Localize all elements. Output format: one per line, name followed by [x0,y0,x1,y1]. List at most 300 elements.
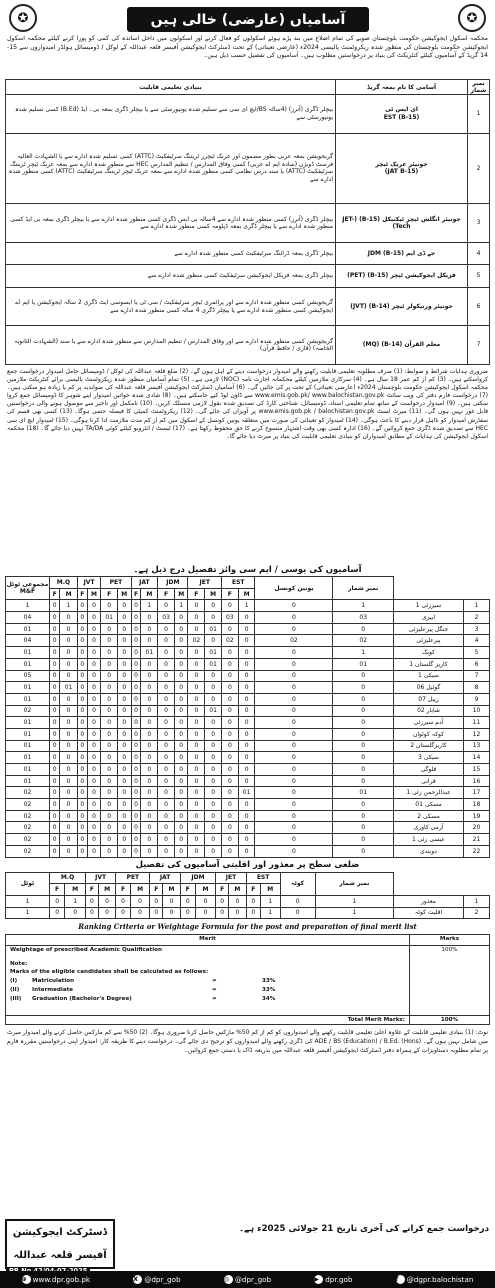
grid-header-f: F [50,588,60,600]
social-text: @dgpr.balochistan [406,1275,474,1284]
grid-cell: 0 [141,799,158,811]
grid-cell: 0 [141,658,158,670]
grid-header-group: M.Q [50,872,86,884]
grid-cell: 0 [205,764,222,776]
grid-cell: 0 [141,635,158,647]
post-qualification: گریجویشن بمعہ عربی بطور مضمون اور عربک ٹیچرز ٹریننگ سرٹیفکیٹ (ATTC) کسی تسلیم شدہ ادارے سے یا الشہادت العالیہ فرسٹ ڈویژن (سادہ ایم اے عربی) کسی وفاق المدارس / تنظیم المدارس HEC سے منظور شدہ ادارے سے بمعہ عربک ٹیچر ٹریننگ سرٹیفکیٹ (ATTC) یا سند درس نظامی کسی منظور شدہ ادارے سے بمعہ عربک ٹیچر ٹریننگ سرٹیفکیٹ (ATTC) کسی منظور شدہ ادارے سے [6,133,336,204]
grid-cell: 0 [101,635,118,647]
post-qualification: بیچلر ڈگری (آنرز) (4سالہ BS/ایچ ای سی سے تسلیم شدہ یونیورسٹی سے یا بیچلر ڈگری بمعہ بی۔ ایڈ (B.Ed) کسی تسلیم شدہ یونیورسٹی سے [6,95,336,134]
ranking-total-value: 100% [410,1016,490,1025]
grid-cell: 0 [333,693,394,705]
grid-cell: 0 [238,728,255,740]
grid-cell: 0 [87,693,101,705]
grid-cell: 0 [131,693,141,705]
social-bar [0,1271,495,1288]
grid-cell: 0 [50,658,60,670]
posts-header-name: آسامی کا نام بمعہ گریڈ [336,80,468,95]
grid-cell: 0 [77,752,87,764]
grid-cell: 0 [98,895,116,907]
grid-name-cell: عیسی زئی 1 [394,834,464,846]
posts-header-no: نمبر شمار [468,80,490,95]
grid-cell: 0 [238,705,255,717]
grid-header-m: M [130,884,150,896]
grid-cell: 0 [130,907,150,919]
grid-cell: 0 [118,799,132,811]
grid-cell: 0 [60,612,78,624]
posts-row [6,287,490,326]
grid-cell: 0 [50,740,60,752]
emblem-icon: ✪ [9,4,37,32]
post-number: 1 [468,95,490,134]
grid-cell: 0 [101,670,118,682]
grid-cell: 0 [221,810,238,822]
grid-cell: 0 [131,705,141,717]
grid-cell: 0 [205,775,222,787]
grid-cell: 0 [87,822,101,834]
grid-cell: 0 [180,907,195,919]
grid-cell: 0 [60,845,78,857]
ranking-item-no: (II) [10,987,20,994]
grid-cell: 0 [205,717,222,729]
grid-sn-cell: 11 [464,717,490,729]
grid-sn-cell: 20 [464,822,490,834]
ranking-title: Ranking Criteria or Weightage Formula for the post and preparation of final merit list [78,922,417,932]
grid-row [6,705,490,717]
grid-header-f: F [86,884,99,896]
grid-total-cell: 01 [6,658,50,670]
grid-cell: 0 [101,752,118,764]
grid-cell: 0 [118,717,132,729]
grid-cell: 0 [87,845,101,857]
grid-cell: 0 [158,787,175,799]
grid-cell: 0 [101,810,118,822]
grid-cell: 0 [50,623,60,635]
grid-cell: 0 [246,895,260,907]
grid-cell: 0 [188,717,205,729]
grid-cell: 0 [255,752,333,764]
grid-cell: 1 [315,895,393,907]
grid-total-cell: 01 [6,717,50,729]
grid-cell: 0 [60,623,78,635]
grid-cell: 1 [260,907,280,919]
grid-cell: 0 [174,705,188,717]
posts-row [6,242,490,264]
grid-cell: 0 [238,647,255,659]
grid-cell: 0 [158,705,175,717]
grid-total-cell: 01 [6,728,50,740]
grid-header-f: F [221,588,238,600]
grid-cell: 0 [131,845,141,857]
social-link[interactable] [224,1275,271,1284]
grid-cell: 0 [118,752,132,764]
grid-cell: 0 [158,658,175,670]
grid-cell: 0 [116,907,130,919]
grid-cell: 0 [87,658,101,670]
grid-cell: 0 [50,764,60,776]
grid-cell: 0 [101,845,118,857]
grid-cell: 0 [238,670,255,682]
grid-total-cell: 1 [6,895,50,907]
grid-cell: 0 [188,775,205,787]
grid-cell: 0 [87,810,101,822]
grid-cell: 0 [205,635,222,647]
grid-cell: 0 [158,775,175,787]
grid-cell: 0 [188,799,205,811]
grid-cell: 0 [158,728,175,740]
uc-vacancy-table [5,576,490,858]
grid-cell: 0 [77,670,87,682]
grid-cell: 0 [101,764,118,776]
grid-sn-cell: 12 [464,728,490,740]
grid-cell: 01 [205,658,222,670]
grid-name-cell: اقلیت کوٹہ [394,907,464,919]
posts-table [5,79,490,365]
grid-cell: 0 [188,728,205,740]
grid-cell: 0 [205,787,222,799]
grid-cell: 01 [333,787,394,799]
grid-cell: 0 [101,600,118,612]
social-link[interactable] [314,1275,352,1284]
ranking-table [5,934,490,1025]
grid-cell: 0 [221,693,238,705]
grid-cell: 0 [50,670,60,682]
grid-header-f: F [180,884,195,896]
grid-cell: 03 [158,612,175,624]
grid-cell: 0 [333,799,394,811]
grid-sn-cell: 8 [464,682,490,694]
grid-name-cell: آدم سیرزئی [394,717,464,729]
grid-cell: 0 [255,693,333,705]
grid-cell: 0 [60,658,78,670]
grid-cell: 0 [255,787,333,799]
post-qualification: بیچلر ڈگری بمعہ فزیکل ایجوکیشن سرٹیفکیٹ کسی منظور شدہ ادارے سے [6,265,336,287]
grid-cell: 0 [101,623,118,635]
grid-cell: 0 [280,895,315,907]
grid-cell: 0 [188,682,205,694]
grid-cell: 0 [65,907,86,919]
grid-cell: 0 [188,764,205,776]
grid-cell: 0 [77,612,87,624]
grid-cell: 01 [60,682,78,694]
grid-total-cell: 01 [6,740,50,752]
grid-cell: 0 [118,740,132,752]
grid-name-cell: جنگل پیرعلیزئی [394,623,464,635]
social-text: @dpr_gob [144,1275,181,1284]
grid-cell: 0 [77,682,87,694]
grid-cell: 0 [60,693,78,705]
grid-cell: 0 [86,895,99,907]
grid-total-cell: 02 [6,834,50,846]
grid-cell: 0 [174,822,188,834]
grid-cell: 0 [60,799,78,811]
grid-cell: 0 [195,907,216,919]
ranking-item [10,987,405,993]
grid-name-cell: مسکی 01 [394,799,464,811]
post-name: جونیئر انگلش ٹیچر ٹیکنیکل (B-15) (JET-Tech) [336,204,468,243]
post-name: فزیکل ایجوکیشن ٹیچر (B-15) (PET) [336,265,468,287]
grid-cell: 0 [101,799,118,811]
grid-cell: 0 [221,623,238,635]
grid-cell: 0 [333,682,394,694]
grid-cell: 0 [205,834,222,846]
grid-sn-cell: 6 [464,658,490,670]
grid-cell: 1 [333,647,394,659]
grid-cell: 0 [150,895,163,907]
grid-cell: 0 [158,845,175,857]
grid-cell: 0 [238,658,255,670]
grid-cell: 0 [255,717,333,729]
grid-cell: 0 [158,717,175,729]
grid-cell: 0 [216,895,229,907]
grid-cell: 0 [188,752,205,764]
grid-row [6,764,490,776]
grid-cell: 0 [101,740,118,752]
ranking-total-label: Total Merit Marks: [6,1016,410,1025]
grid-header-m: M [98,884,116,896]
grid-cell: 0 [158,670,175,682]
grid-cell: 0 [101,682,118,694]
grid-cell: 0 [87,623,101,635]
grid-cell: 0 [174,752,188,764]
grid-sn-cell: 1 [464,600,490,612]
grid-total-cell: 01 [6,682,50,694]
grid-cell: 0 [158,623,175,635]
grid-cell: 0 [158,647,175,659]
grid-cell: 0 [158,834,175,846]
grid-cell: 0 [50,693,60,705]
grid-row [6,728,490,740]
grid-cell: 0 [255,612,333,624]
grid-cell: 0 [131,728,141,740]
grid-cell: 0 [131,740,141,752]
ranking-item-value: 33% [262,987,276,994]
social-text: dpr.gob [325,1275,353,1284]
grid-cell: 0 [238,612,255,624]
grid-cell: 0 [87,764,101,776]
grid-cell: 0 [101,647,118,659]
grid-total-cell: 1 [6,600,50,612]
district-vacancy-table [5,872,490,920]
grid-cell: 0 [118,728,132,740]
grid-cell: 0 [221,728,238,740]
grid-cell: 0 [255,822,333,834]
grid-total-cell: 04 [6,635,50,647]
grid-cell: 0 [174,682,188,694]
grid-cell: 0 [87,682,101,694]
grid-sn-cell: 18 [464,799,490,811]
grid-cell: 0 [188,740,205,752]
grid-cell: 0 [60,764,78,776]
grid-cell: 0 [238,799,255,811]
instagram-icon: ◎ [224,1275,233,1284]
grid-cell: 0 [60,822,78,834]
grid-cell: 0 [50,682,60,694]
grid-cell: 0 [174,787,188,799]
post-qualification: بیچلر ڈگری بمعہ ڈرائنگ سرٹیفکیٹ کسی منظور شدہ ادارے سے [6,242,336,264]
social-link[interactable] [22,1275,91,1284]
grid-cell: 0 [229,907,247,919]
grid-name-cell: عبدالرحمن زئی 1 [394,787,464,799]
grid-header-group: JAT [131,577,158,589]
grid-cell: 01 [205,647,222,659]
grid-name-cell: آرمی کاوری [394,822,464,834]
social-link[interactable] [396,1275,474,1284]
grid-cell: 0 [221,752,238,764]
grid-cell: 0 [131,810,141,822]
grid-cell: 0 [77,717,87,729]
grid-cell: 0 [255,799,333,811]
grid-cell: 0 [205,845,222,857]
grid-cell: 0 [333,845,394,857]
grid-sn-cell: 19 [464,810,490,822]
grid-cell: 0 [50,775,60,787]
grid-name-cell: گوئیل 06 [394,682,464,694]
grid-sn-cell: 3 [464,623,490,635]
grid-cell: 0 [238,775,255,787]
grid-cell: 0 [238,717,255,729]
grid-row [6,658,490,670]
grid-header-group: JDM [180,872,216,884]
grid-cell: 0 [130,895,150,907]
grid-cell: 0 [77,775,87,787]
grid-cell: 0 [221,764,238,776]
grid-cell: 0 [77,845,87,857]
grid-cell: 0 [216,907,229,919]
grid-cell: 0 [238,752,255,764]
grid-sn-cell: 2 [464,612,490,624]
grid-header-group: JET [188,577,222,589]
grid-cell: 0 [174,728,188,740]
grid-cell: 0 [158,764,175,776]
grid-name-cell: پیرعلیزئی [394,635,464,647]
grid-cell: 0 [174,775,188,787]
grid-sn-cell: 9 [464,693,490,705]
grid-cell: 0 [255,682,333,694]
grid-cell: 0 [131,764,141,776]
social-link[interactable] [133,1275,180,1284]
grid-cell: 0 [50,810,60,822]
grid-cell: 0 [333,834,394,846]
grid-cell: 0 [205,682,222,694]
grid-cell: 0 [141,787,158,799]
grid-cell: 0 [158,635,175,647]
grid-cell: 0 [188,693,205,705]
grid-cell: 0 [87,647,101,659]
grid-cell: 0 [131,752,141,764]
post-number: 5 [468,265,490,287]
grid-cell: 01 [141,647,158,659]
grid-cell: 0 [141,682,158,694]
grid-cell: 0 [77,705,87,717]
grid-header-m: M [163,884,181,896]
post-name: جے ڈی ایم (B-15) JDM [336,242,468,264]
grid-cell: 02 [333,635,394,647]
grid-total-cell: 02 [6,799,50,811]
grid-cell: 0 [131,600,141,612]
grid-cell: 0 [188,810,205,822]
grid-header-m: M [65,884,86,896]
social-text: @dpr_gob [234,1275,272,1284]
grid-cell: 0 [118,670,132,682]
grid-sn-cell: 1 [464,895,490,907]
grid-name-cell: کوبک [394,647,464,659]
grid-header-f: F [116,884,130,896]
ranking-item [10,978,405,984]
grid-cell: 0 [87,787,101,799]
grid-total-cell: 02 [6,787,50,799]
grid-row [6,740,490,752]
post-name: معلم القرآن (B-14) (MQ) [336,326,468,365]
grid-cell: 0 [141,612,158,624]
grid-header-group: JET [216,872,246,884]
grid-cell: 0 [60,775,78,787]
grid-cell: 0 [118,600,132,612]
grid-cell: 0 [188,600,205,612]
grid-cell: 1 [260,895,280,907]
grid-cell: 0 [131,670,141,682]
grid-name-cell: کاریز گلستان 1 [394,658,464,670]
grid-name-cell: سیکی 3 [394,752,464,764]
issuer-box: ڈسٹرکٹ ایجوکیشن آفیسر قلعہ عبداللہ [5,1219,115,1269]
grid-cell: 1 [333,600,394,612]
grid-cell: 0 [60,740,78,752]
grid-cell: 0 [118,775,132,787]
grid-cell: 0 [158,810,175,822]
grid-header-f: F [216,884,229,896]
grid-header-name: یونین کونسل [255,577,333,600]
post-name: ای ایس ٹی EST (B-15) [336,95,468,134]
grid-cell: 0 [131,658,141,670]
ranking-col-marks: Marks [410,935,490,946]
grid-cell: 0 [221,834,238,846]
grid-cell: 0 [77,799,87,811]
grid-header-total: ٹوٹل [6,872,50,895]
grid-cell: 0 [255,658,333,670]
grid-cell: 0 [141,623,158,635]
grid-cell: 0 [131,623,141,635]
grid-cell: 0 [50,895,65,907]
grid-cell: 0 [221,600,238,612]
grid-cell: 0 [333,740,394,752]
grid-cell: 0 [188,658,205,670]
grid-cell: 0 [131,612,141,624]
grid-cell: 0 [141,822,158,834]
grid-header-f: F [158,588,175,600]
grid-cell: 0 [50,647,60,659]
grid-header-group: JDM [158,577,188,589]
grid-cell: 0 [333,728,394,740]
grid-cell: 0 [60,752,78,764]
intro-paragraph: محکمہ اسکول ایجوکیشن حکومت بلوچستان صوبے کی تمام اضلاع میں بند پڑے ہوئے اسکولوں کو فعال کرنے اور اسکولوں میں داخل اساتذہ کی کمی کو پورا کرنے کیلئے محکمہ اسکول ایجوکیشن حکومت بلوچستان کی منظور شدہ ریکروٹمنٹ پالیسی 2024ء (عارضی تعیناتی) کے تحت ڈسٹرکٹ ایجوکیشن آفیسر قلعہ عبداللہ کے لوکل / ڈومیسائل ہولڈر امیدواروں سے 15-14 گریڈ کے آسامیوں کیلئے کنٹریکٹ کی بنیاد پر درخواستیں مطلوب ہیں۔ آسامیوں کی تفصیل حسب ذیل ہیں۔ [7,35,488,60]
grid-cell: 0 [141,670,158,682]
grid-cell: 0 [60,787,78,799]
grid-cell: 0 [86,907,99,919]
grid-cell: 0 [77,623,87,635]
grid-cell: 0 [101,728,118,740]
ranking-item-label: Intermediate [32,987,74,994]
grid-header-group: PET [116,872,150,884]
grid-cell: 0 [158,752,175,764]
grid-total-cell: 01 [6,647,50,659]
grid-cell: 0 [221,705,238,717]
grid-cell: 0 [221,787,238,799]
grid-header-group: JVT [77,577,100,589]
grid-cell: 0 [255,775,333,787]
grid-cell: 0 [131,799,141,811]
grid-total-cell: 04 [6,612,50,624]
grid-cell: 0 [141,705,158,717]
grid-cell: 0 [255,834,333,846]
